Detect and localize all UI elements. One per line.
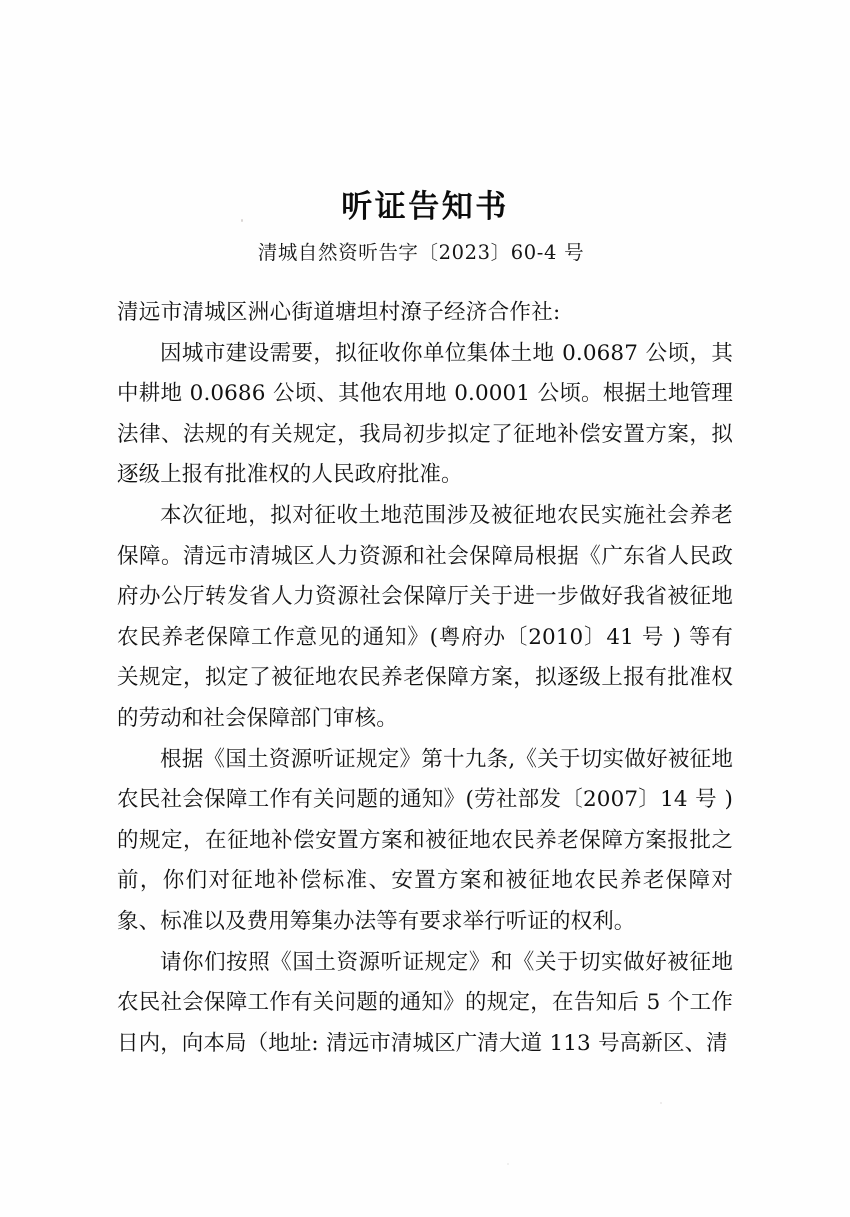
scan-artifact-speck: [660, 1102, 662, 1104]
body-paragraph-2: 本次征地，拟对征收土地范围涉及被征地农民实施社会养老保障。清远市清城区人力资源和社会保障局根据《广东省人民政府办公厅转发省人力资源社会保障厅关于进一步做好我省被征地农民养老保障工作意见的通知》(粤府办〔2010〕41 号 ) 等有关规定，拟定了被征地农民养老保障方案，拟逐级上报有批准权的劳动和社会保障部门审核。: [117, 502, 733, 731]
addressee-line: 清远市清城区洲心街道塘坦村潦子经济合作社:: [117, 300, 561, 325]
scan-artifact-speck: [507, 1163, 509, 1165]
body-paragraph-4: 请你们按照《国土资源听证规定》和《关于切实做好被征地农民社会保障工作有关问题的通知》的规定，在告知后 5 个工作日内，向本局（地址: 清远市清城区广清大道 113 号高新区、清: [117, 949, 733, 1056]
document-body: [117, 293, 733, 1064]
document-number: 清城自然资听告字〔2023〕60-4 号: [257, 241, 585, 264]
body-paragraph-3: 根据《国土资源听证规定》第十九条,《关于切实做好被征地农民社会保障工作有关问题的通知》(劳社部发〔2007〕14 号 ) 的规定，在征地补偿安置方案和被征地农民养老保障方案报批之前，你们对征地补偿标准、安置方案和被征地农民养老保障对象、标准以及费用筹集办法等有要求举行听证的权利。: [117, 746, 733, 934]
body-paragraph-1: 因城市建设需要，拟征收你单位集体土地 0.0687 公顷，其中耕地 0.0686 公顷、其他农用地 0.0001 公顷。根据土地管理法律、法规的有关规定，我局初步拟定了征地补偿安置方案，拟逐级上报有批准权的人民政府批准。: [117, 340, 733, 488]
page-title: 听证告知书: [341, 188, 509, 225]
